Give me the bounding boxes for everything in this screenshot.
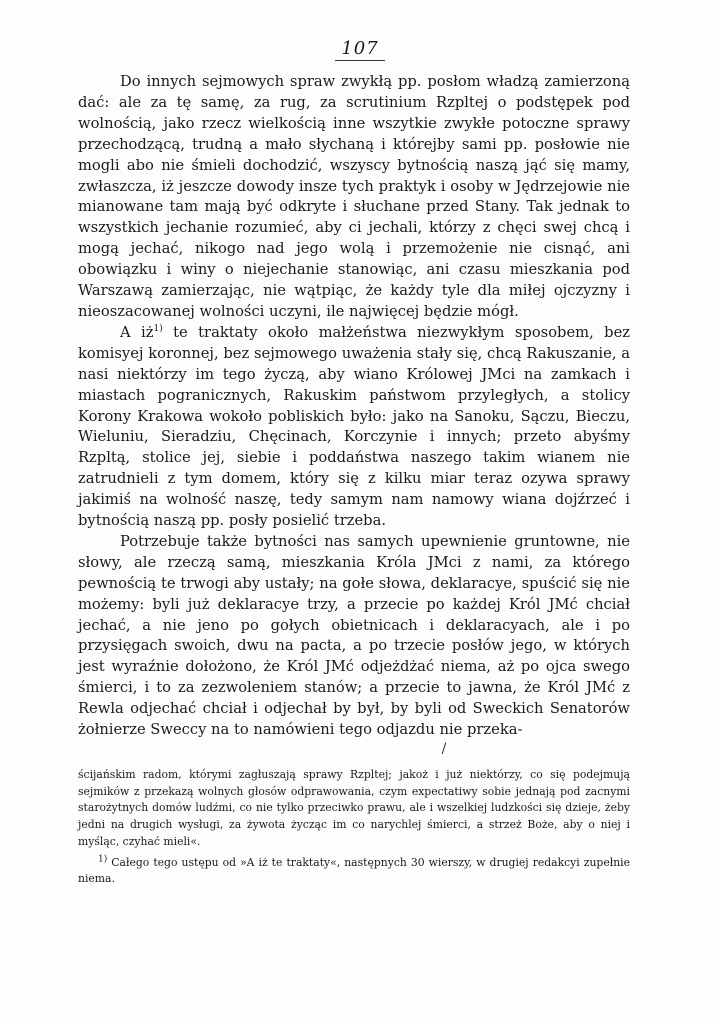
footnote-1-text: Całego tego ustępu od »A iż te traktaty«, następnych 30 wierszy, w drugiej redakcyi zupełnie niema. xyxy=(78,855,631,886)
paragraph-2-body: te traktaty około małżeństwa niezwykłym sposobem, bez komisyej koronnej, bez sejmowego uważenia stały się, chcą Rakuszanie, a nasi niektórzy im tego życzą, aby wiano Królowej JMci na zamkach i miastach pogranicznych, Rakuskim państwom przyległych, a stolicy Korony Krakowa wokoło pobliskich było: jako na Sanoku, Sączu, Bieczu, Wieluniu, Sieradziu, Chęcinach, Korczynie i innych; przeto abyśmy Rzpltą, stolice jej, siebie i poddaństwa naszego takim wianem nie zatrudnieli z tym domem, który się z kilku miar teraz ozywa sprawy jakimiś na wolność naszę, tedy samym nam namowy wiana dojźrzeć i bytnością naszą pp. posły posielić trzeba. xyxy=(78,323,630,530)
footnotes xyxy=(78,767,630,888)
paragraph-3: Potrzebuje także bytności nas samych upewnienie gruntowne, nie słowy, ale rzeczą samą, mieszkania Króla JMci z nami, za którego pewnością te trwogi aby ustały; na gołe słowa, deklaracye, spuścić się nie możemy: byli już deklaracye trzy, a przecie po każdej Król JMć chciał jechać, a nie jeno po gołych obietnicach i deklaracyach, ale i po przysięgach swoich, dwu na pacta, a po trzecie posłów jego, w których jest wyraźnie dołożono, że Król JMć odjeżdżać niema, aż po ojca swego śmierci, i to za zezwoleniem stanów; a przecie to jawna, że Król JMć z Rewla odjechać chciał i odjechał by był, by byli od Sweckich Senatorów żołnierze Sweccy na to namówieni tego odjazdu nie przeka- xyxy=(78,532,630,739)
document-page xyxy=(78,38,630,998)
footnote-continuation: ścijańskim radom, którymi zagłuszają sprawy Rzpltej; jakoż i już niektórzy, co się podejmują sejmików z przekazą wolnych głosów odprawowania, czym expectatiwy sobie jednają pod zacnymi starożytnych domów ludźmi, co nie tylko przeciwko prawu, ale i wszelkiej ludzkości się dzieje, żeby jedni na drugich wysługi, za żywota życząc im co narychlej śmierci, a strzeż Boże, aby o niej i myśląc, czyhać mieli«. xyxy=(78,768,630,848)
footnote-1 xyxy=(78,855,630,888)
paragraph-1: Do innych sejmowych spraw zwykłą pp. posłom władzą zamierzoną dać: ale za tę samę, za rug, za scrutinium Rzpltej o podstępek pod wolnością, jako rzecz wielkością inne wszytkie zwykłe potoczne sprawy przechodzącą, trudną a mało słychaną i którejby sami pp. posłowie nie mogli abo nie śmieli dochodzić, wszyscy bytnością naszą jąć się mamy, zwłaszcza, iż jeszcze dowody insze tych praktyk i osoby w Jędrzejowie nie mianowane tam mają być odkryte i słuchane przed Stany. Tak jednak to wszystkich jechanie rozumieć, aby ci jechali, którzy z chęci swej chcą i mogą jechać, nikogo nad jego wolą i przemożenie nie cisnąć, ani obowiązku i winy o niejechanie stanowiąc, ani czasu mieszkania pod Warszawą zamierzając, nie wątpiąc, że każdy tyle dla miłej ojczyzny i nieoszacowanej wolności uczyni, ile najwięcej będzie mógł. xyxy=(78,73,630,320)
page-number: 107 xyxy=(90,38,630,62)
paragraph-2 xyxy=(78,323,630,532)
footnote-ref-1: 1) xyxy=(153,323,163,334)
margin-mark: / xyxy=(441,741,447,757)
main-text xyxy=(78,72,630,741)
paragraph-2-lead: A iż xyxy=(120,323,154,341)
footnote-1-marker: 1) xyxy=(98,853,108,864)
